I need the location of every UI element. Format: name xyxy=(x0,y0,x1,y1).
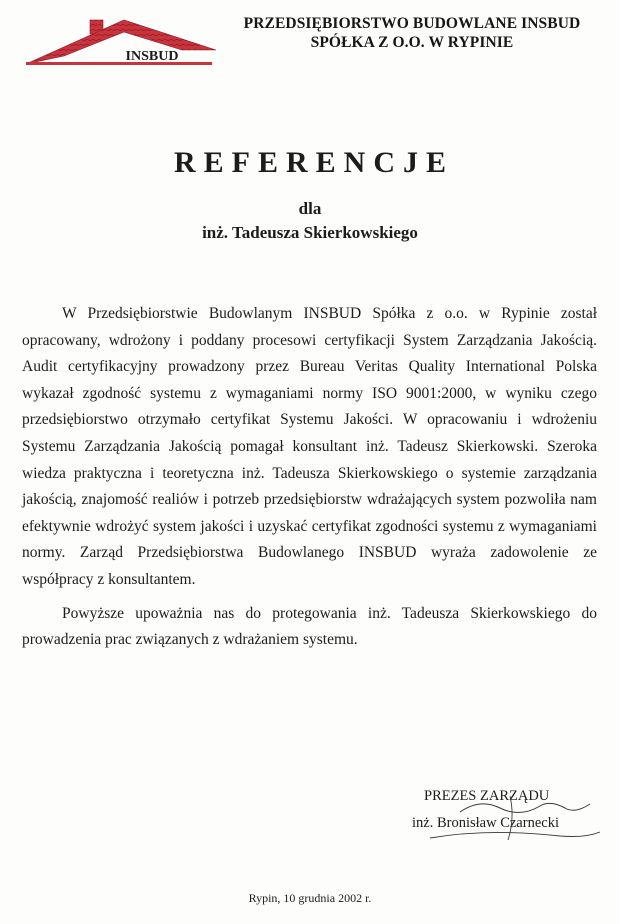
letter-paragraph-2: Powyższe upoważnia nas do protegowania inż. Tadeusza Skierkowskiego do prowadzenia prac związanych z wdrażaniem systemu. xyxy=(22,604,597,649)
handwritten-signature xyxy=(400,788,600,848)
letter-body xyxy=(22,301,597,654)
company-name xyxy=(226,14,598,52)
letter-paragraph-1: W Przedsiębiorstwie Budowlanym INSBUD Spółka z o.o. w Rypinie został opracowany, wdrożony i poddany procesowi certyfikacji System Zarządzania Jakością. Audit certyfikacyjny prowadzony przez Bureau Veritas Quality International Polska wykazał zgodność systemu z wymaganiami normy ISO 9001:2000, w wyniku czego przedsiębiorstwo otrzymało certyfikat Systemu Jakości. W opracowaniu i wdrożeniu Systemu Zarządzania Jakością pomagał konsultant inż. Tadeusz Skierkowski. Szeroka wiedza praktyczna i teoretyczna inż. Tadeusza Skierkowskiego o systemie zarządzania jakością, znajomość realiów i potrzeb przedsiębiorstw wdrażających system pozwoliła nam efektywnie wdrożyć system jakości i uzyskać certyfikat zgodności systemu z wymaganiami normy. Zarząd Przedsiębiorstwa Budowlanego INSBUD wyraża zadowolenie ze współpracy z konsultantem. xyxy=(22,305,597,588)
signature-title: PREZES ZARZĄDU xyxy=(424,788,550,804)
company-name-line1: PRZEDSIĘBIORSTWO BUDOWLANE INSBUD xyxy=(243,15,581,32)
signature-name: inż. Bronisław Czarnecki xyxy=(412,815,559,831)
roof-logo-graphic xyxy=(24,16,220,68)
document-title: REFERENCJE xyxy=(173,146,455,179)
company-logo xyxy=(24,16,220,68)
place-and-date: Rypin, 10 grudnia 2002 r. xyxy=(248,891,372,905)
logo-text: INSBUD xyxy=(125,49,179,64)
document-subtitle-dla: dla xyxy=(298,199,322,218)
company-name-line2: SPÓŁKA Z O.O. W RYPINIE xyxy=(310,34,514,51)
document-subtitle-recipient: inż. Tadeusza Skierkowskiego xyxy=(202,223,418,242)
